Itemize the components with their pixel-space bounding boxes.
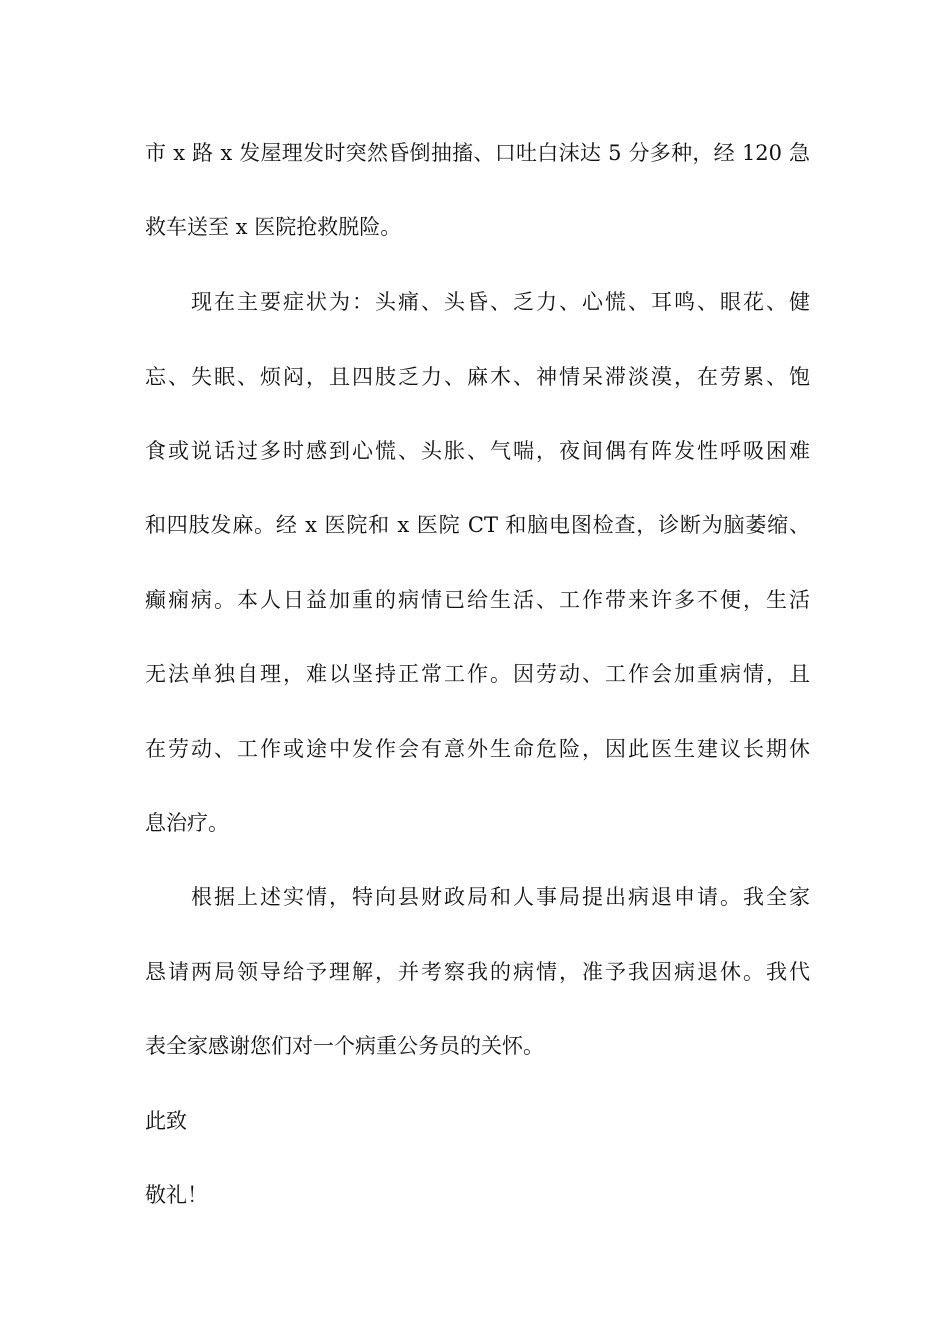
text-line: 食或说话过多时感到心慌、头胀、气喘，夜间偶有阵发性呼吸困难 bbox=[145, 439, 810, 463]
text-line: 和四肢发麻。经 x 医院和 x 医院 CT 和脑电图检查，诊断为脑萎缩、 bbox=[145, 513, 810, 537]
text-line: 无法单独自理，难以坚持正常工作。因劳动、工作会加重病情，且 bbox=[145, 662, 810, 686]
text-line: 癫痫病。本人日益加重的病情已给生活、工作带来许多不便，生活 bbox=[145, 588, 810, 612]
text-line: 市 x 路 x 发屋理发时突然昏倒抽搐、口吐白沫达 5 分多种，经 120 急 bbox=[145, 141, 810, 165]
text-line: 恳请两局领导给予理解，并考察我的病情，准予我因病退休。我代 bbox=[145, 960, 810, 984]
closing-regards: 敬礼！ bbox=[145, 1183, 208, 1207]
closing-salutation: 此致 bbox=[145, 1109, 187, 1133]
text-line: 息治疗。 bbox=[145, 811, 229, 835]
paragraph-first-line: 根据上述实情，特向县财政局和人事局提出病退申请。我全家 bbox=[191, 885, 810, 909]
text-line: 在劳动、工作或途中发作会有意外生命危险，因此医生建议长期休 bbox=[145, 737, 810, 761]
paragraph-first-line: 现在主要症状为：头痛、头昏、乏力、心慌、耳鸣、眼花、健 bbox=[191, 290, 810, 314]
text-line: 救车送至 x 医院抢救脱险。 bbox=[145, 215, 402, 239]
text-line: 忘、失眠、烦闷，且四肢乏力、麻木、神情呆滞淡漠，在劳累、饱 bbox=[145, 365, 810, 389]
text-line: 表全家感谢您们对一个病重公务员的关怀。 bbox=[145, 1034, 544, 1058]
